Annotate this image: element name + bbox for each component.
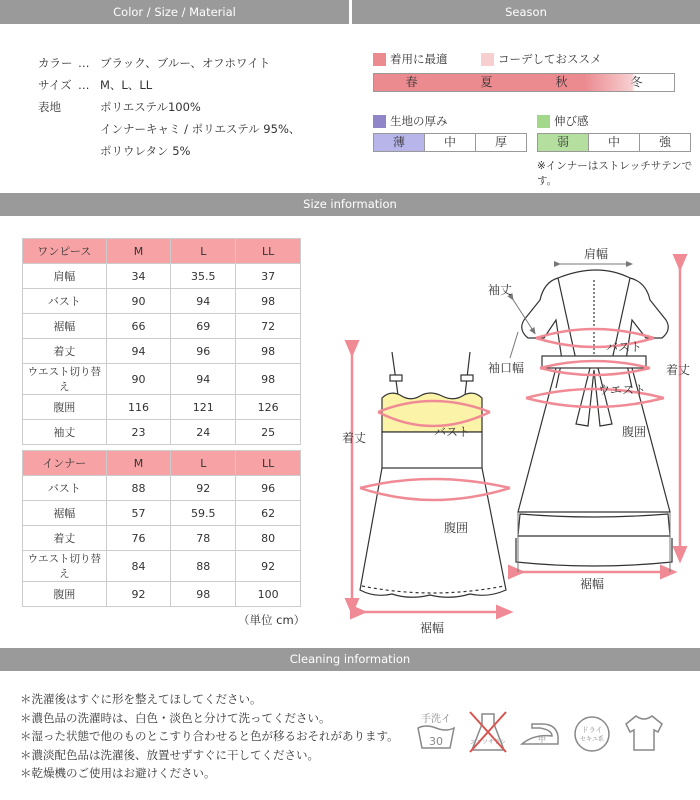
season-spring: 春 (405, 75, 418, 89)
table-cell: 23 (106, 420, 171, 445)
table-row (23, 501, 301, 526)
dry-sub-label: セキユ系 (579, 736, 605, 743)
table-cell: バスト (23, 476, 107, 501)
no-bleach-icon (466, 708, 510, 756)
table-row (23, 526, 301, 551)
season-bar (373, 73, 675, 92)
table-cell: 76 (106, 526, 171, 551)
table-row (23, 264, 301, 289)
care-note: ＊湿った状態で他のものとこすり合わせると色が移るおそれがあります。 (20, 729, 399, 743)
inner-hem-label: 裾幅 (420, 621, 445, 635)
table-cell: 34 (106, 264, 171, 289)
table-cell: 着丈 (23, 339, 107, 364)
thickness-thick: 厚 (494, 135, 507, 149)
dry-label: ドライ (581, 726, 603, 734)
table-header-cell: インナー (23, 451, 107, 476)
table-cell: 裾幅 (23, 501, 107, 526)
table-cell: 94 (106, 339, 171, 364)
flat-dry-shirt-icon (622, 708, 666, 756)
dress-waist-label: ウエスト (598, 383, 647, 397)
table-cell: 57 (106, 501, 171, 526)
legend-stretch-swatch (537, 115, 550, 128)
season-autumn: 秋 (555, 75, 568, 89)
table-cell: ウエスト切り替え (23, 551, 107, 582)
table-header-cell: L (171, 451, 236, 476)
stretch-note: ※インナーはストレッチサテンです。 (537, 160, 693, 187)
table-header-row (23, 239, 301, 264)
thickness-bar (373, 133, 527, 152)
stretch-bar (537, 133, 691, 152)
spec-color-key: カラー (38, 56, 73, 70)
stretch-medium: 中 (589, 134, 640, 151)
spec-fabric-key: 表地 (38, 100, 61, 114)
table-cell: 92 (106, 582, 171, 607)
table-cell: 88 (106, 476, 171, 501)
cleaning-information-header: Cleaning information (0, 648, 700, 671)
table-cell: 66 (106, 314, 171, 339)
table-cell: 72 (236, 314, 301, 339)
dress-shoulder-label: 肩幅 (584, 247, 609, 261)
inner-camisole-drawing (360, 352, 506, 597)
table-header-cell: LL (236, 451, 301, 476)
spec-separator: … (78, 78, 90, 92)
spec-fabric-value: ポリエステル100% (100, 100, 201, 114)
table-cell: 96 (236, 476, 301, 501)
season-header: Season (352, 0, 700, 24)
inner-hip-label: 腹囲 (444, 521, 469, 535)
handwash-label: 手洗イ (421, 714, 451, 725)
table-cell: 59.5 (171, 501, 236, 526)
table-row (23, 420, 301, 445)
care-note: ＊濃色品の洗濯時は、白色・淡色と分けて洗ってください。 (20, 710, 331, 725)
season-winter: 冬 (630, 75, 643, 89)
spec-color-value: ブラック、ブルー、オフホワイト (100, 56, 271, 70)
legend-best-label: 着用に最適 (390, 52, 448, 66)
dress-length-label: 着丈 (666, 363, 691, 377)
stretch-strong: 強 (658, 135, 671, 149)
table-cell: 121 (171, 395, 236, 420)
spec-size-row (38, 74, 300, 96)
material-spec (38, 52, 300, 162)
table-cell: 78 (171, 526, 236, 551)
table-header-cell: M (106, 451, 171, 476)
legend-best (373, 51, 448, 67)
legend-coord-swatch (481, 53, 494, 66)
care-note: ＊洗濯後はすぐに形を整えてほしてください。 (20, 692, 262, 706)
table-cell: 37 (236, 264, 301, 289)
table-row (23, 289, 301, 314)
spec-color-row (38, 52, 300, 74)
table-header-cell: M (106, 239, 171, 264)
table-cell: 98 (236, 289, 301, 314)
table-cell: 69 (171, 314, 236, 339)
care-icons (414, 708, 666, 756)
legend-thickness-label: 生地の厚み (390, 114, 448, 128)
handwash-temp: 30 (429, 735, 443, 748)
care-notes (20, 690, 399, 783)
table-cell: 94 (171, 364, 236, 395)
spec-size-key: サイズ (38, 78, 72, 92)
thickness-medium: 中 (425, 134, 476, 151)
size-information-header: Size information (0, 193, 700, 216)
table-cell: 100 (236, 582, 301, 607)
table-row (23, 314, 301, 339)
dress-cuff-label: 袖口幅 (488, 361, 525, 375)
table-cell: バスト (23, 289, 107, 314)
legend-stretch-label: 伸び感 (554, 114, 589, 128)
legend-thickness-swatch (373, 115, 386, 128)
table-cell: 着丈 (23, 526, 107, 551)
table-row (23, 395, 301, 420)
legend-stretch (537, 113, 589, 129)
table-cell: 96 (171, 339, 236, 364)
inner-bust-label: バスト (434, 425, 471, 439)
table-cell: 肩幅 (23, 264, 107, 289)
table-row (23, 364, 301, 395)
table-row (23, 582, 301, 607)
spec-fabric-value-2: インナーキャミ / ポリエステル 95%、 (100, 122, 301, 136)
table-header-cell: L (171, 239, 236, 264)
table-row (23, 339, 301, 364)
legend-coord (481, 51, 602, 67)
table-cell: 126 (236, 395, 301, 420)
spec-fabric-row (38, 96, 300, 118)
spec-size-value: M、L、LL (100, 78, 153, 92)
table-cell: 92 (171, 476, 236, 501)
table-header-row (23, 451, 301, 476)
table-cell: 90 (106, 364, 171, 395)
dress-hem-label: 裾幅 (580, 577, 605, 591)
dress-drawing (516, 270, 672, 566)
dress-hip-label: 腹囲 (622, 425, 647, 439)
table-cell: 62 (236, 501, 301, 526)
legend-coord-label: コーデしておススメ (498, 52, 602, 66)
dress-sleeve-label: 袖丈 (488, 283, 513, 297)
spec-separator: … (78, 56, 90, 70)
table-cell: 98 (236, 364, 301, 395)
table-cell: 80 (236, 526, 301, 551)
iron-medium-icon (518, 708, 562, 756)
table-cell: 84 (106, 551, 171, 582)
garment-measurement-diagram (330, 220, 700, 640)
legend-thickness (373, 113, 448, 129)
table-cell: 116 (106, 395, 171, 420)
dry-clean-icon (570, 708, 614, 756)
inner-size-table (22, 450, 301, 607)
table-cell: 98 (171, 582, 236, 607)
stretch-weak: 弱 (538, 134, 589, 151)
legend-best-swatch (373, 53, 386, 66)
table-cell: 腹囲 (23, 582, 107, 607)
color-size-material-header: Color / Size / Material (0, 0, 349, 24)
table-cell: ウエスト切り替え (23, 364, 107, 395)
table-cell: 88 (171, 551, 236, 582)
dress-size-table (22, 238, 301, 445)
spec-fabric-value-3: ポリウレタン 5% (100, 144, 191, 158)
table-header-cell: ワンピース (23, 239, 107, 264)
iron-label: 中 (538, 735, 546, 744)
dress-bust-label: バスト (606, 340, 643, 354)
table-row (23, 551, 301, 582)
season-summer: 夏 (480, 75, 493, 89)
table-header-cell: LL (236, 239, 301, 264)
table-cell: 98 (236, 339, 301, 364)
inner-measure-lines (352, 350, 510, 612)
care-note: ＊乾燥機のご使用はお避けください。 (20, 766, 216, 780)
table-cell: 袖丈 (23, 420, 107, 445)
inner-length-label: 着丈 (342, 431, 367, 445)
care-note: ＊濃淡配色品は洗濯後、放置せずすぐに干してください。 (20, 747, 319, 762)
table-cell: 90 (106, 289, 171, 314)
unit-label: （単位 cm） (238, 613, 306, 627)
no-bleach-label: エンソサラシ (469, 739, 507, 746)
table-cell: 25 (236, 420, 301, 445)
hand-wash-30-icon (414, 708, 458, 756)
table-cell: 24 (171, 420, 236, 445)
table-cell: 裾幅 (23, 314, 107, 339)
table-cell: 94 (171, 289, 236, 314)
thickness-thin: 薄 (374, 134, 425, 151)
table-cell: 92 (236, 551, 301, 582)
table-row (23, 476, 301, 501)
table-cell: 腹囲 (23, 395, 107, 420)
table-cell: 35.5 (171, 264, 236, 289)
